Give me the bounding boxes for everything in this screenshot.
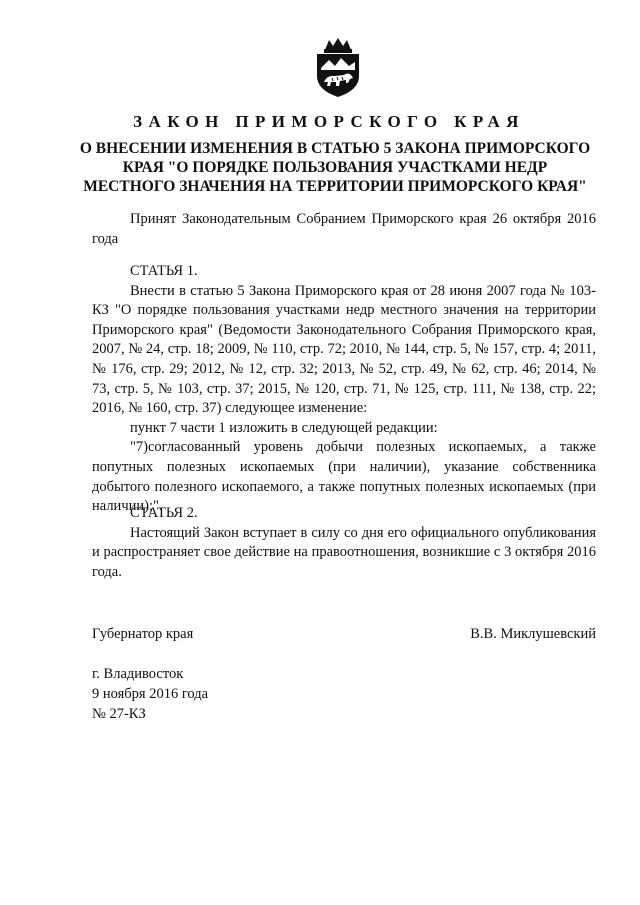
article-1-paragraph: пункт 7 части 1 изложить в следующей редакции:	[130, 419, 438, 436]
adoption-block	[92, 210, 596, 249]
adoption-statement: Принят Законодательным Собранием Приморского края 26 октября 2016 года	[92, 211, 596, 247]
signatory-position: Губернатор края	[92, 626, 194, 642]
law-title: ЗАКОН ПРИМОРСКОГО КРАЯ	[133, 112, 525, 131]
article-1	[92, 262, 596, 517]
heading-line: О ВНЕСЕНИИ ИЗМЕНЕНИЯ В СТАТЬЮ 5 ЗАКОНА ПРИМОРСКОГО	[79, 140, 591, 157]
primorsky-krai-coat-of-arms-icon	[313, 38, 363, 98]
article-1-paragraph: Внести в статью 5 Закона Приморского края от 28 июня 2007 года № 103-КЗ "О порядке пользования участками недр местного значения на территории Приморского края" (Ведомости Законодательного Собрания Приморского края, 2007, № 24, стр. 18; 2009, № 110, стр. 72; 2010, № 144, стр. 5, № 157, стр. 4; 2011, № 176, стр. 29; 2012, № 12, стр. 32; 2013, № 52, стр. 49, № 62, стр. 46; 2014, № 73, стр. 5, № 103, стр. 37; 2015, № 120, стр. 71, № 125, стр. 111, № 138, стр. 22; 2016, № 160, стр. 37) следующее изменение:	[92, 282, 596, 417]
article-2	[92, 504, 596, 582]
article-1-paragraph: "7)согласованный уровень добычи полезных ископаемых, а также попутных полезных ископаемых (при наличии), указание собственника добытого полезного ископаемого, а также попутных полезных ископаемых (при наличии);".	[92, 439, 596, 515]
heading-line: КРАЯ "О ПОРЯДКЕ ПОЛЬЗОВАНИЯ УЧАСТКАМИ НЕДР	[122, 159, 548, 176]
law-details	[92, 664, 208, 724]
law-heading	[75, 139, 595, 196]
heading-line: МЕСТНОГО ЗНАЧЕНИЯ НА ТЕРРИТОРИИ ПРИМОРСКОГО КРАЯ"	[83, 178, 587, 195]
article-2-title: СТАТЬЯ 2.	[130, 505, 198, 521]
law-city: г. Владивосток	[92, 666, 184, 682]
law-number: № 27-КЗ	[92, 706, 146, 722]
signatory-name: В.В. Миклушевский	[470, 626, 596, 642]
article-1-title: СТАТЬЯ 1.	[130, 263, 198, 279]
law-date: 9 ноября 2016 года	[92, 686, 209, 702]
article-2-paragraph: Настоящий Закон вступает в силу со дня его официального опубликования и распространяет свое действие на правоотношения, возникшие с 3 октября 2016 года.	[92, 524, 596, 580]
